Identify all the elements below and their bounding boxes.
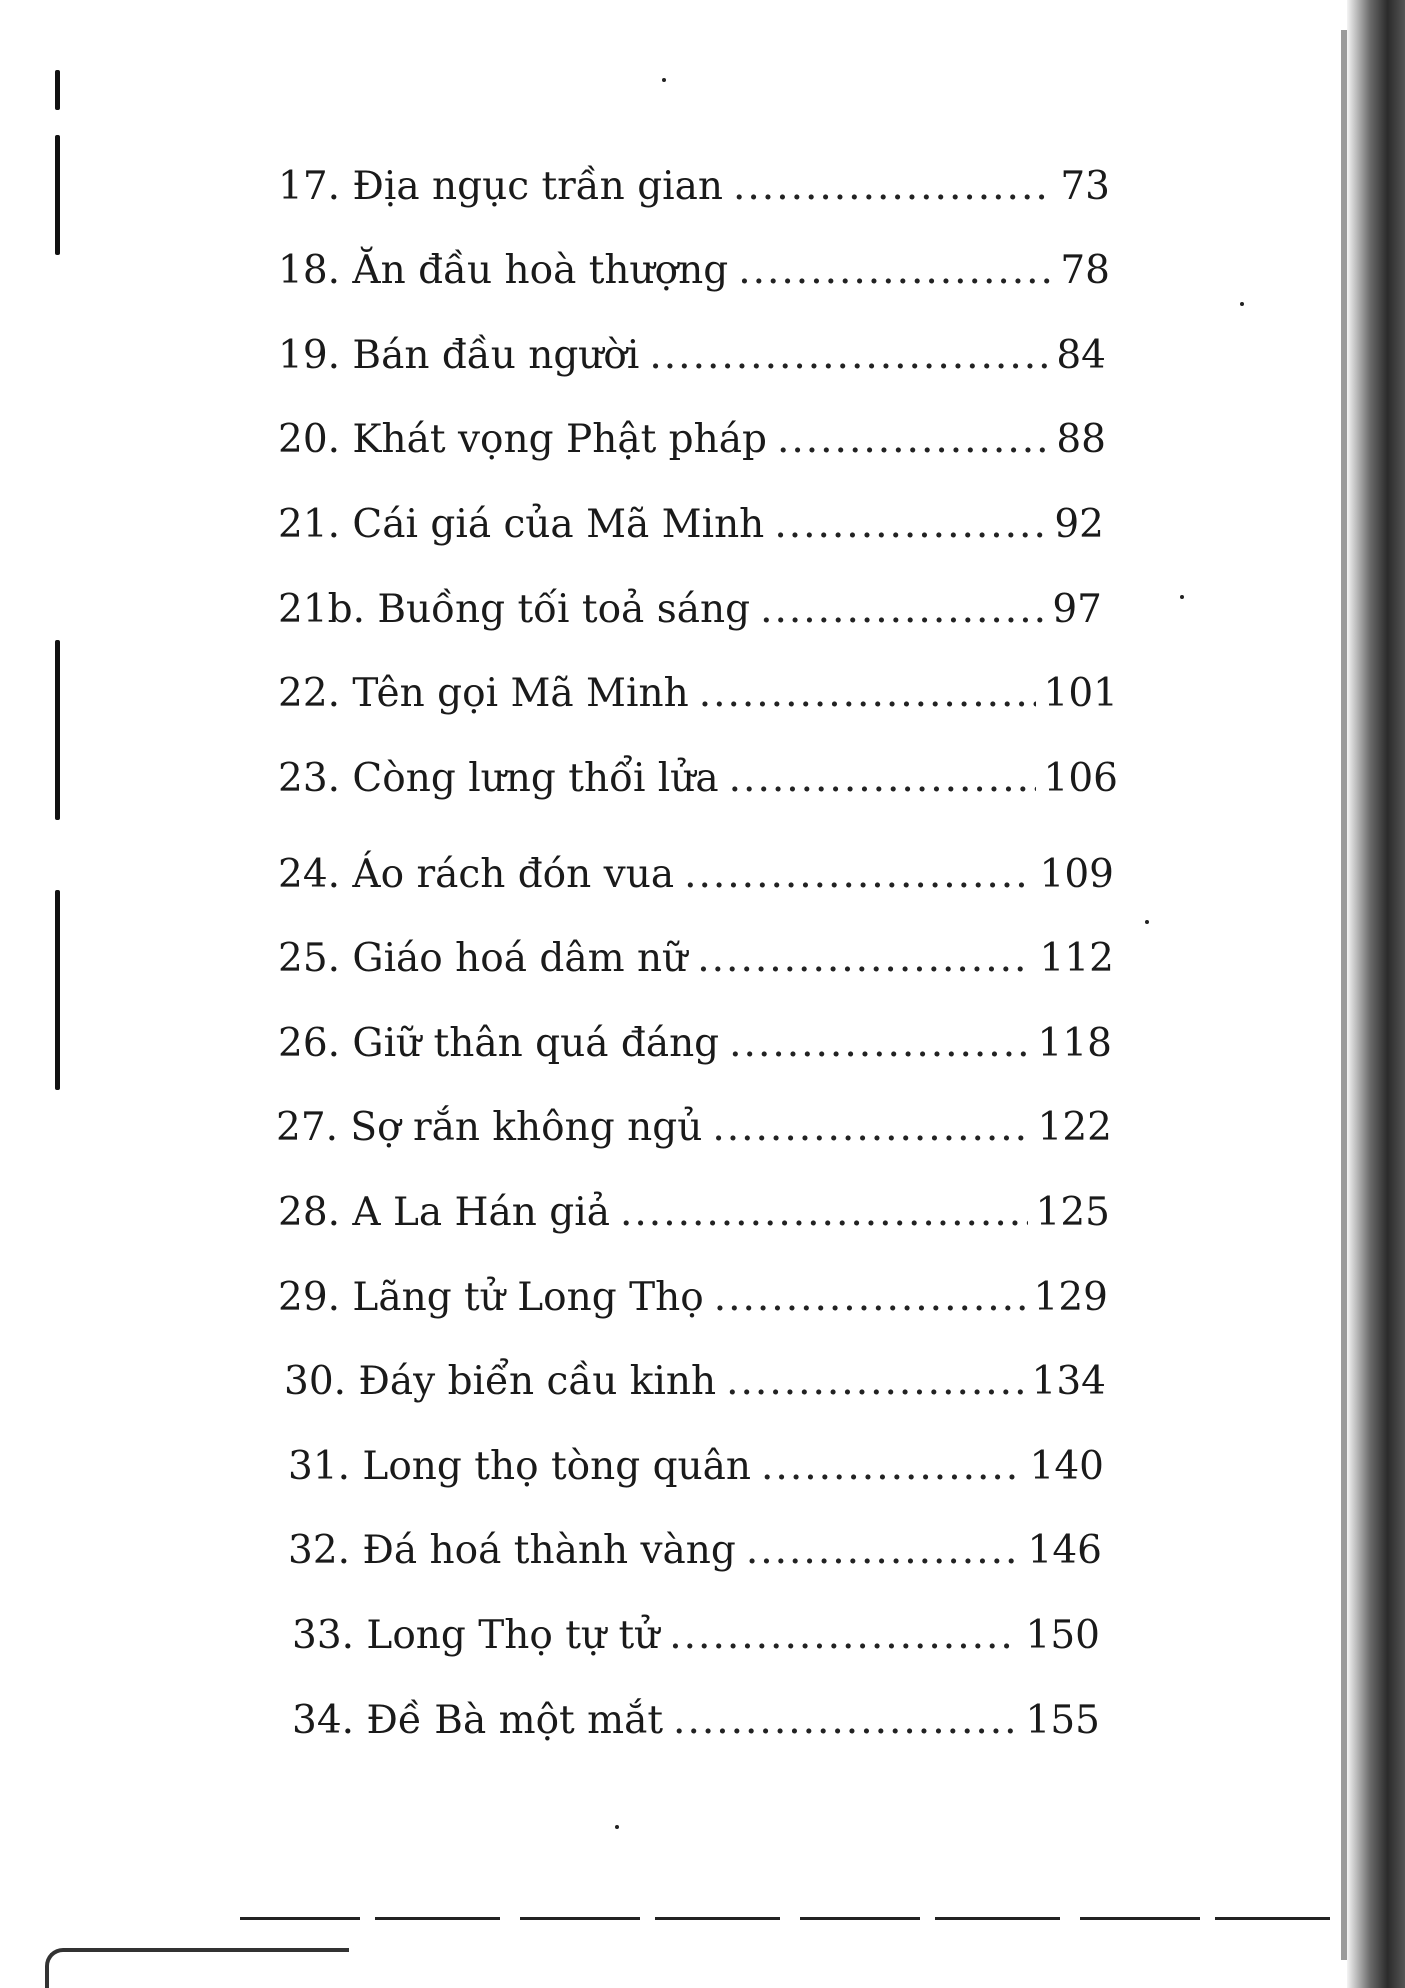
toc-entry bbox=[278, 935, 1114, 983]
scan-left-mark bbox=[55, 890, 60, 1090]
toc-entry-title: 22. Tên gọi Mã Minh bbox=[278, 671, 689, 716]
scan-edge-shadow bbox=[1347, 0, 1405, 1988]
toc-entry bbox=[284, 1358, 1106, 1406]
toc-dot-leader bbox=[620, 1189, 1028, 1237]
toc-entry bbox=[278, 851, 1114, 899]
toc-entry-title: 21. Cái giá của Mã Minh bbox=[278, 502, 765, 547]
scan-speck bbox=[662, 78, 666, 82]
toc-entry-title: 30. Đáy biển cầu kinh bbox=[284, 1359, 717, 1404]
toc-entry-page-number: 118 bbox=[1037, 1021, 1112, 1066]
toc-entry-page-number: 129 bbox=[1033, 1275, 1108, 1320]
toc-entry bbox=[288, 1527, 1102, 1575]
toc-entry-page-number: 109 bbox=[1039, 852, 1114, 897]
toc-dot-leader bbox=[699, 670, 1036, 718]
scan-left-mark bbox=[55, 70, 60, 110]
toc-entry-page-number: 134 bbox=[1031, 1359, 1106, 1404]
toc-entry-title: 28. A La Hán giả bbox=[278, 1190, 610, 1235]
toc-dot-leader bbox=[729, 755, 1036, 803]
toc-entry-page-number: 84 bbox=[1056, 333, 1106, 378]
toc-entry-page-number: 97 bbox=[1052, 587, 1102, 632]
toc-entry-title: 20. Khát vọng Phật pháp bbox=[278, 417, 767, 462]
toc-entry-page-number: 122 bbox=[1037, 1105, 1112, 1150]
toc-entry-title: 18. Ăn đầu hoà thượng bbox=[278, 248, 729, 293]
toc-dot-leader bbox=[761, 1443, 1022, 1491]
toc-dot-leader bbox=[733, 163, 1052, 211]
scan-edge-strip bbox=[1341, 30, 1347, 1960]
toc-entry-page-number: 125 bbox=[1035, 1190, 1110, 1235]
toc-entry bbox=[278, 1274, 1108, 1322]
toc-entry-title: 27. Sợ rắn không ngủ bbox=[276, 1105, 703, 1150]
toc-entry-page-number: 101 bbox=[1043, 671, 1118, 716]
toc-entry-title: 21b. Buồng tối toả sáng bbox=[278, 587, 751, 632]
scan-left-mark bbox=[55, 135, 60, 255]
toc-entry-page-number: 88 bbox=[1056, 417, 1106, 462]
toc-entry-title: 33. Long Thọ tự tử bbox=[292, 1613, 660, 1658]
toc-entry bbox=[278, 586, 1102, 634]
toc-entry-page-number: 150 bbox=[1025, 1613, 1100, 1658]
toc-dot-leader bbox=[697, 935, 1031, 983]
toc-dot-leader bbox=[726, 1358, 1023, 1406]
toc-dot-leader bbox=[712, 1104, 1029, 1152]
toc-entry bbox=[278, 163, 1110, 211]
toc-entry-page-number: 140 bbox=[1029, 1444, 1104, 1489]
toc-entry-title: 25. Giáo hoá dâm nữ bbox=[278, 936, 688, 981]
scan-speck bbox=[1180, 595, 1184, 599]
toc-entry bbox=[278, 1020, 1112, 1068]
toc-entry-title: 24. Áo rách đón vua bbox=[278, 852, 675, 897]
toc-dot-leader bbox=[777, 416, 1048, 464]
scan-speck bbox=[1145, 920, 1149, 924]
toc-entry-page-number: 92 bbox=[1054, 502, 1104, 547]
toc-dot-leader bbox=[729, 1020, 1029, 1068]
toc-dot-leader bbox=[649, 332, 1048, 380]
toc-entry bbox=[278, 755, 1118, 803]
toc-entry bbox=[278, 416, 1106, 464]
toc-entry bbox=[292, 1697, 1100, 1745]
toc-entry-title: 17. Địa ngục trần gian bbox=[278, 164, 723, 209]
toc-entry-title: 19. Bán đầu người bbox=[278, 333, 640, 378]
toc-entry bbox=[278, 670, 1118, 718]
toc-entry-title: 23. Còng lưng thổi lửa bbox=[278, 756, 719, 801]
scan-speck bbox=[615, 1825, 619, 1829]
scan-bottom-corner bbox=[45, 1948, 349, 1988]
toc-entry bbox=[278, 332, 1106, 380]
toc-entry bbox=[278, 1189, 1110, 1237]
toc-dot-leader bbox=[669, 1612, 1017, 1660]
toc-entry-title: 32. Đá hoá thành vàng bbox=[288, 1528, 736, 1573]
toc-dot-leader bbox=[760, 586, 1044, 634]
toc-entry-title: 31. Long thọ tòng quân bbox=[288, 1444, 752, 1489]
toc-entry bbox=[292, 1612, 1100, 1660]
toc-dot-leader bbox=[714, 1274, 1026, 1322]
toc-dot-leader bbox=[684, 851, 1031, 899]
toc-entry-page-number: 73 bbox=[1060, 164, 1110, 209]
toc-entry bbox=[278, 247, 1110, 295]
toc-dot-leader bbox=[738, 247, 1052, 295]
toc-entry-page-number: 146 bbox=[1027, 1528, 1102, 1573]
toc-entry-page-number: 106 bbox=[1043, 756, 1118, 801]
scan-left-mark bbox=[55, 640, 60, 820]
toc-entry-title: 34. Đề Bà một mắt bbox=[292, 1698, 664, 1743]
toc-entry bbox=[288, 1443, 1104, 1491]
toc-entry bbox=[278, 501, 1104, 549]
toc-dot-leader bbox=[774, 501, 1046, 549]
toc-dot-leader bbox=[746, 1527, 1020, 1575]
toc-dot-leader bbox=[673, 1697, 1018, 1745]
toc-entry-page-number: 155 bbox=[1025, 1698, 1100, 1743]
toc-entry-page-number: 78 bbox=[1060, 248, 1110, 293]
scan-speck bbox=[1240, 302, 1244, 306]
scan-bottom-line bbox=[240, 1917, 1330, 1920]
toc-entry bbox=[276, 1104, 1112, 1152]
toc-entry-title: 29. Lãng tử Long Thọ bbox=[278, 1275, 704, 1320]
toc-entry-title: 26. Giữ thân quá đáng bbox=[278, 1021, 720, 1066]
toc-entry-page-number: 112 bbox=[1039, 936, 1114, 981]
